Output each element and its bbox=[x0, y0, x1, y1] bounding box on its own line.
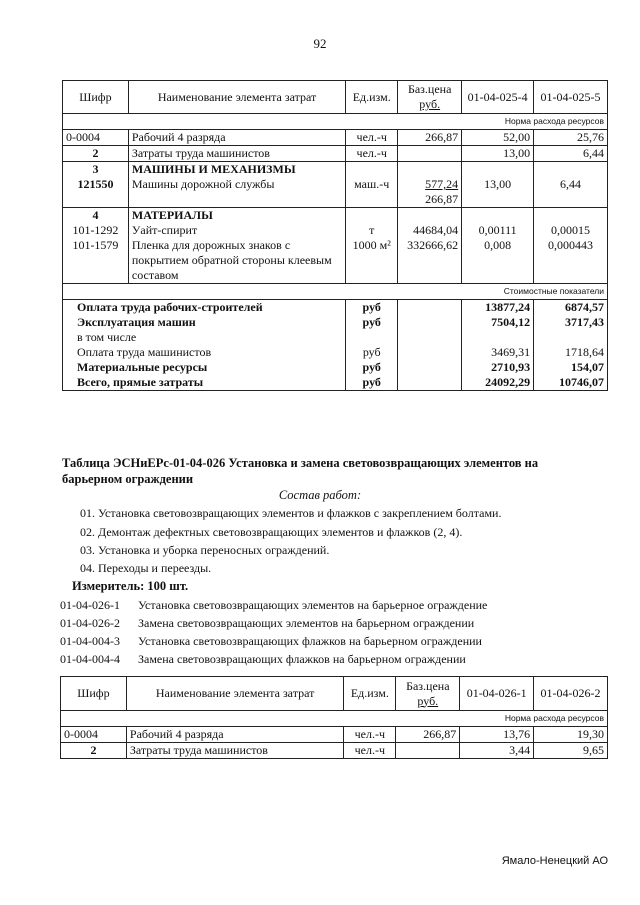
cell-unit: чел.-ч bbox=[344, 727, 396, 743]
cell-price bbox=[396, 743, 460, 759]
header-price: Баз.цена руб. bbox=[396, 677, 460, 711]
cell-name: Рабочий 4 разряда bbox=[128, 130, 345, 146]
cell-code: 3 121550 bbox=[63, 162, 129, 208]
work-item: 02. Демонтаж дефектных световозвращающих элементов и флажков (2, 4). bbox=[80, 525, 463, 539]
norm-label-row bbox=[63, 114, 608, 130]
work-composition-heading: Состав работ: bbox=[278, 488, 362, 502]
code-line bbox=[60, 652, 466, 667]
cell-name: Рабочий 4 разряда bbox=[126, 727, 343, 743]
code-line bbox=[60, 598, 487, 613]
header-code: Шифр bbox=[61, 677, 127, 711]
header-code: Шифр bbox=[63, 81, 129, 114]
table-row bbox=[63, 146, 608, 162]
code-id: 01-04-026-1 bbox=[60, 598, 120, 612]
work-item: 01. Установка световозвращающих элементов и флажков с закреплением болтами. bbox=[80, 506, 502, 520]
cell-value: 25,76 bbox=[534, 130, 608, 146]
cell-value: 6874,57 3717,43 1718,64 154,07 10746,07 bbox=[534, 300, 608, 391]
cell-unit: маш.-ч bbox=[346, 162, 398, 208]
cell-code: 0-0004 bbox=[61, 727, 127, 743]
header-col1: 01-04-026-1 bbox=[460, 677, 534, 711]
header-col2: 01-04-026-2 bbox=[534, 677, 608, 711]
cell-value: 0,00015 0,000443 bbox=[534, 208, 608, 284]
cell-unit: т 1000 м² bbox=[346, 208, 398, 284]
code-text: Замена световозвращающих элементов на барьерном ограждении bbox=[138, 616, 475, 630]
cell-price: 577,24 266,87 bbox=[398, 162, 462, 208]
cell-unit: чел.-ч bbox=[346, 130, 398, 146]
cell-name: Затраты труда машинистов bbox=[128, 146, 345, 162]
code-line bbox=[60, 634, 482, 649]
cell-unit: чел.-ч bbox=[344, 743, 396, 759]
header-price: Баз.цена руб. bbox=[398, 81, 462, 114]
header-unit: Ед.изм. bbox=[344, 677, 396, 711]
cell-name: Оплата труда рабочих-строителей Эксплуатация машин в том числе Оплата труда машинистов Материальные ресурсы Всего, прямые затраты bbox=[63, 300, 346, 391]
cell-value: 19,30 bbox=[534, 727, 608, 743]
cell-name: МАШИНЫ И МЕХАНИЗМЫ Машины дорожной службы bbox=[128, 162, 345, 208]
cell-value: 13,76 bbox=[460, 727, 534, 743]
table-row bbox=[63, 130, 608, 146]
cell-price bbox=[398, 300, 462, 391]
measure-unit: Измеритель: 100 шт. bbox=[72, 579, 189, 593]
cell-name: МАТЕРИАЛЫ Уайт-спирит Пленка для дорожных знаков с покрытием обратной стороны клеевым составом bbox=[128, 208, 345, 284]
cell-value: 3,44 bbox=[460, 743, 534, 759]
cell-price: 266,87 bbox=[398, 130, 462, 146]
cell-value: 0,00111 0,008 bbox=[462, 208, 534, 284]
cell-value: 6,44 bbox=[534, 146, 608, 162]
table-row bbox=[63, 162, 608, 208]
cell-code: 4 101-1292 101-1579 bbox=[63, 208, 129, 284]
cell-value: 9,65 bbox=[534, 743, 608, 759]
table-row bbox=[63, 300, 608, 391]
section-title-line: Таблица ЭСНиЕРс-01-04-026 Установка и замена световозвращающих элементов на bbox=[62, 456, 539, 470]
header-unit: Ед.изм. bbox=[346, 81, 398, 114]
table-row bbox=[61, 743, 608, 759]
header-name: Наименование элемента затрат bbox=[128, 81, 345, 114]
cell-unit: чел.-ч bbox=[346, 146, 398, 162]
norm-label: Норма расхода ресурсов bbox=[61, 711, 608, 727]
section-title-line: барьерном ограждении bbox=[62, 472, 194, 486]
code-text: Установка световозвращающих флажков на барьерном ограждении bbox=[138, 634, 482, 648]
cell-price: 44684,04 332666,62 bbox=[398, 208, 462, 284]
code-id: 01-04-004-3 bbox=[60, 634, 120, 648]
cost-label-row bbox=[63, 284, 608, 300]
cell-value: 6,44 bbox=[534, 162, 608, 208]
resource-table-1 bbox=[62, 80, 608, 391]
cell-unit: руб руб руб руб руб bbox=[346, 300, 398, 391]
table-row bbox=[61, 727, 608, 743]
cell-price: 266,87 bbox=[396, 727, 460, 743]
region-footer: Ямало-Ненецкий АО bbox=[501, 855, 608, 867]
cell-value: 13,00 bbox=[462, 162, 534, 208]
work-item: 04. Переходы и переезды. bbox=[80, 561, 212, 575]
page-number: 92 bbox=[313, 36, 327, 51]
norm-label: Норма расхода ресурсов bbox=[63, 114, 608, 130]
code-id: 01-04-004-4 bbox=[60, 652, 120, 666]
cell-code: 0-0004 bbox=[63, 130, 129, 146]
cell-code: 2 bbox=[63, 146, 129, 162]
header-col2: 01-04-025-5 bbox=[534, 81, 608, 114]
cost-label: Стоимостные показатели bbox=[63, 284, 608, 300]
code-line bbox=[60, 616, 474, 631]
header-col1: 01-04-025-4 bbox=[462, 81, 534, 114]
table-header-row bbox=[61, 677, 608, 711]
cell-price bbox=[398, 146, 462, 162]
resource-table-2 bbox=[60, 676, 608, 759]
work-item: 03. Установка и уборка переносных ограждений. bbox=[80, 543, 330, 557]
cell-name: Затраты труда машинистов bbox=[126, 743, 343, 759]
norm-label-row bbox=[61, 711, 608, 727]
cell-value: 13,00 bbox=[462, 146, 534, 162]
cell-value: 13877,24 7504,12 3469,31 2710,93 24092,29 bbox=[462, 300, 534, 391]
table-row bbox=[63, 208, 608, 284]
cell-value: 52,00 bbox=[462, 130, 534, 146]
table-header-row bbox=[63, 81, 608, 114]
code-text: Установка световозвращающих элементов на барьерное ограждение bbox=[138, 598, 488, 612]
code-text: Замена световозвращающих флажков на барьерном ограждении bbox=[138, 652, 466, 666]
cell-code: 2 bbox=[61, 743, 127, 759]
section-title bbox=[62, 455, 582, 487]
code-id: 01-04-026-2 bbox=[60, 616, 120, 630]
header-name: Наименование элемента затрат bbox=[126, 677, 343, 711]
